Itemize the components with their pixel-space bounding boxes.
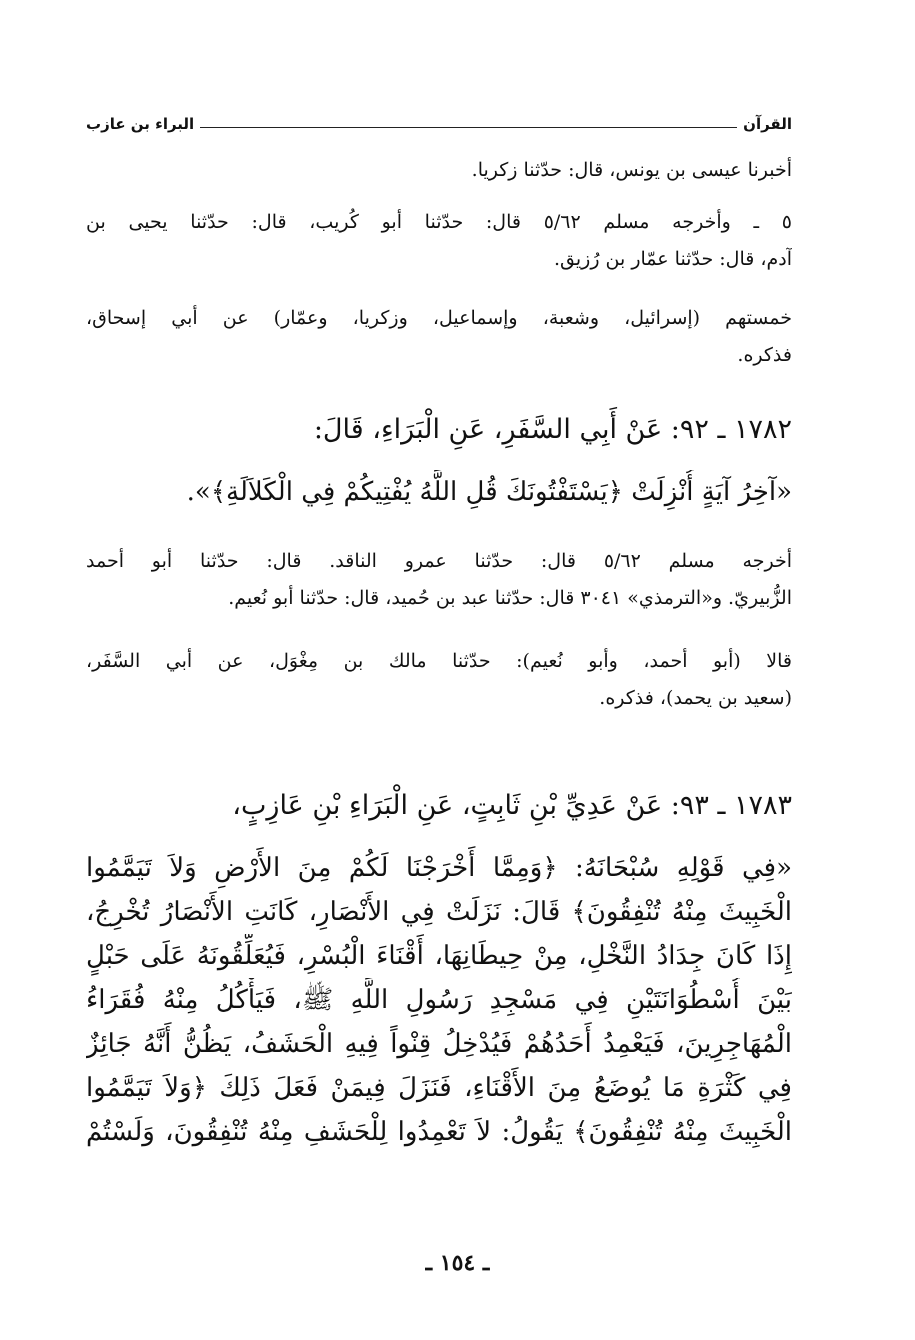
note-paragraph-3 (86, 300, 792, 374)
text-line: فذكره. (737, 344, 792, 366)
text-line: قالا (أبو أحمد، وأبو نُعيم): حدّثنا مالك بن مِغْوَل، عن أبي السَّفَر، (86, 650, 792, 672)
text-line: الزُّبيريّ. و«الترمذي» ٣٠٤١ قال: حدّثنا عبد بن حُميد، قال: حدّثنا أبو نُعيم. (228, 587, 792, 609)
hadith-1783-text (86, 846, 792, 1154)
text-line: «فِي قَوْلِهِ سُبْحَانَهُ: ﴿وَمِمَّا أَخْرَجْنَا لَكُمْ مِنَ الأَرْضِ وَلاَ تَيَمَّمُوا (86, 853, 792, 883)
note-paragraph-5 (86, 643, 792, 717)
text-line: ٥ ـ وأخرجه مسلم ٥/٦٢ قال: حدّثنا أبو كُريب، قال: حدّثنا يحيى بن (86, 211, 792, 233)
text-line: الْخَبِيثَ مِنْهُ تُنْفِقُونَ﴾ قَالَ: نَزَلَتْ فِي الأَنْصَارِ، كَانَتِ الأَنْصَارُ تُخْرِجُ، (86, 897, 792, 927)
running-header (86, 103, 792, 133)
text-line: الْمُهَاجِرِينَ، فَيَعْمِدُ أَحَدُهُمْ فَيُدْخِلُ قِنْواً فِيهِ الْحَشَفُ، يَظُنُّ أَنَّهُ جَائِزٌ (86, 1029, 792, 1059)
hadith-1783-heading: ١٧٨٣ ـ ٩٣: عَنْ عَدِيِّ بْنِ ثَابِتٍ، عَنِ الْبَرَاءِ بْنِ عَازِبٍ، (232, 790, 792, 821)
text-line: إِذَا كَانَ جِدَادُ النَّخْلِ، مِنْ حِيطَانِهَا، أَقْنَاءَ الْبُسْرِ، فَيُعَلِّقُونَهُ عَلَى حَبْلٍ (86, 941, 792, 971)
header-section-title: البراء بن عازب (86, 115, 195, 133)
text-line: «آخِرُ آيَةٍ أُنْزِلَتْ ﴿يَسْتَفْتُونَكَ قُلِ اللَّهُ يُفْتِيكُمْ فِي الْكَلاَلَةِ﴾». (186, 477, 792, 507)
text-line: (سعيد بن يحمد)، فذكره. (599, 687, 792, 709)
text-line: فِي كَثْرَةِ مَا يُوضَعُ مِنَ الأَقْنَاءِ، فَنَزَلَ فِيمَنْ فَعَلَ ذَلِكَ ﴿وَلاَ تَيَمَّمُوا (86, 1073, 792, 1103)
text-line: خمستهم (إسرائيل، وشعبة، وإسماعيل، وزكريا، وعمّار) عن أبي إسحاق، (86, 307, 792, 329)
header-rule (200, 127, 737, 128)
note-paragraph-1 (86, 152, 792, 189)
text-line: أخبرنا عيسى بن يونس، قال: حدّثنا زكريا. (471, 159, 792, 181)
hadith-1782-text (86, 470, 792, 514)
header-chapter-title: القرآن (743, 115, 792, 133)
hadith-1782-heading: ١٧٨٢ ـ ٩٢: عَنْ أَبِي السَّفَرِ، عَنِ الْبَرَاءِ، قَالَ: (313, 414, 792, 445)
text-line: آدم، قال: حدّثنا عمّار بن رُزيق. (553, 248, 792, 270)
page-number: ـ ١٥٤ ـ (425, 1250, 490, 1276)
note-paragraph-4 (86, 543, 792, 617)
text-line: بَيْنَ أُسْطُوَانَتَيْنِ فِي مَسْجِدِ رَسُولِ اللَّهِ ﷺ، فَيَأْكُلُ مِنْهُ فُقَرَاءُ (86, 985, 792, 1015)
text-line: الْخَبِيثَ مِنْهُ تُنْفِقُونَ﴾ يَقُولُ: لاَ تَعْمِدُوا لِلْحَشَفِ مِنْهُ تُنْفِقُونَ، وَلَسْتُمْ (86, 1117, 792, 1147)
note-paragraph-2 (86, 204, 792, 278)
text-line: أخرجه مسلم ٥/٦٢ قال: حدّثنا عمرو الناقد. قال: حدّثنا أبو أحمد (86, 550, 792, 572)
